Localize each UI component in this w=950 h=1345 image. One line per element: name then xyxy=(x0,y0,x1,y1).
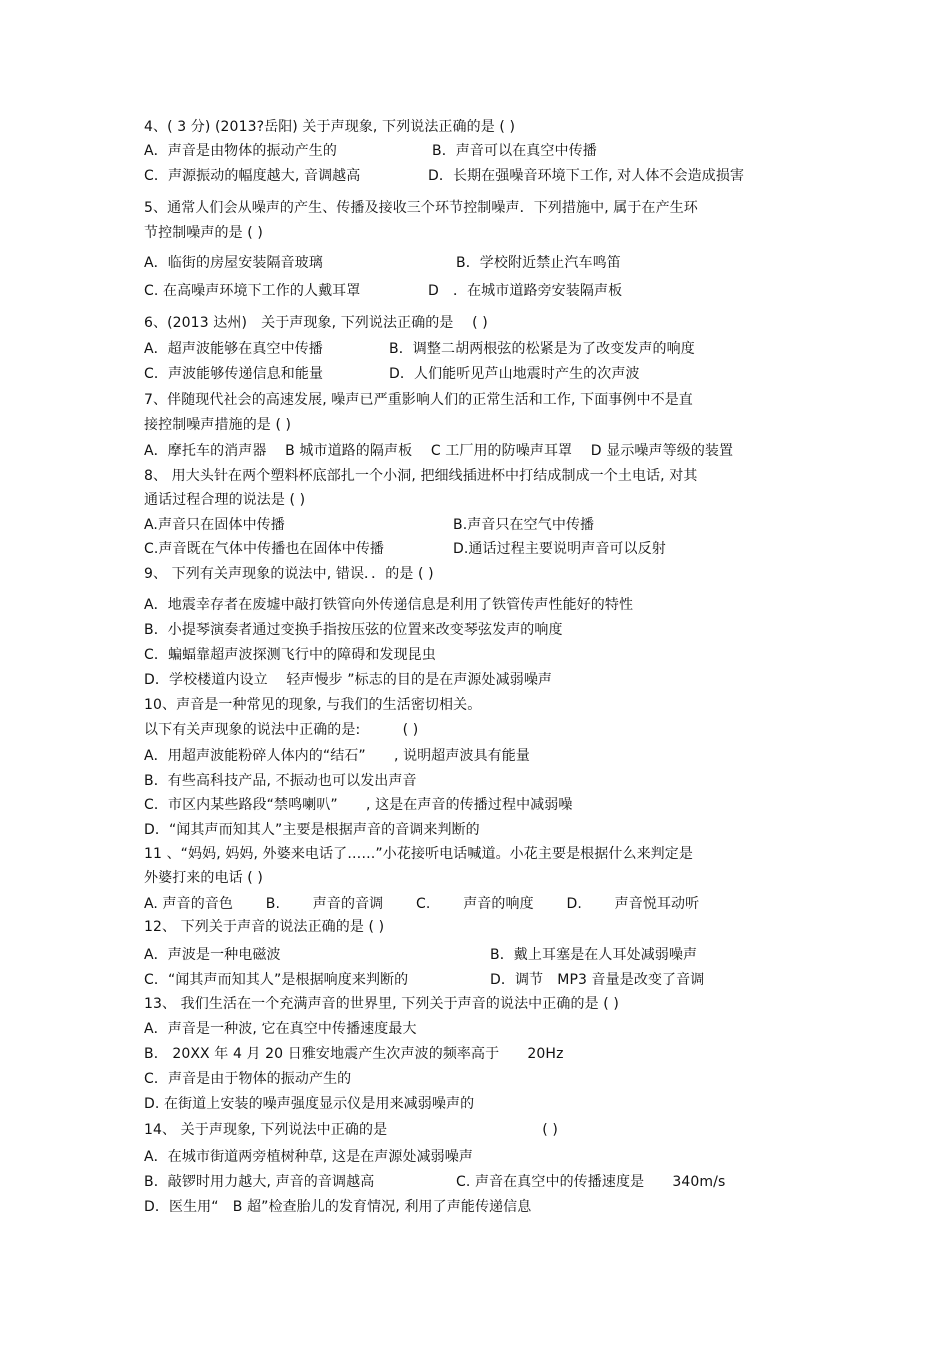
text-line: C．“闻其声而知其人”是根据响度来判断的 xyxy=(144,972,409,988)
text-line: 8、 用大头针在两个塑料杯底部扎一个小洞, 把细线插进杯中打结成制成一个土电话, 对其 xyxy=(144,468,698,484)
text-line: 11 、“妈妈, 妈妈, 外婆来电话了……”小花接听电话喊道。小花主要是根据什么来判定是 xyxy=(144,846,693,862)
text-line: A．临街的房屋安装隔音玻璃 xyxy=(144,255,323,271)
text-line: 5、通常人们会从噪声的产生、传播及接收三个环节控制噪声．下列措施中, 属于在产生环 xyxy=(144,200,698,216)
text-line: A．摩托车的消声器 B 城市道路的隔声板 C 工厂用的防噪声耳罩 D 显示噪声等级的装置 xyxy=(144,443,734,459)
text-line-column2: B．声音可以在真空中传播 xyxy=(432,143,597,159)
text-line-column2: B．调整二胡两根弦的松紧是为了改变发声的响度 xyxy=(389,341,695,357)
text-line: 接控制噪声措施的是 ( ) xyxy=(144,417,292,433)
text-line: 12、 下列关于声音的说法正确的是 ( ) xyxy=(144,919,385,935)
text-line-column2: B．学校附近禁止汽车鸣笛 xyxy=(456,255,621,271)
text-line-column2: B．戴上耳塞是在人耳处减弱噪声 xyxy=(490,947,698,963)
text-line: 6、(2013 达州) 关于声现象, 下列说法正确的是 ( ) xyxy=(144,315,488,331)
text-line: A.声音只在固体中传播 xyxy=(144,517,285,533)
text-line: 外婆打来的电话 ( ) xyxy=(144,870,263,886)
text-line: C．蝙蝠靠超声波探测飞行中的障碍和发现昆虫 xyxy=(144,647,436,663)
text-line-column2: C. 声音在真空中的传播速度是 340m/s xyxy=(456,1174,726,1190)
text-line: C. 在高噪声环境下工作的人戴耳罩 xyxy=(144,283,361,299)
text-line: 14、 关于声现象, 下列说法中正确的是 ( ) xyxy=(144,1122,558,1138)
text-line-column2: D.通话过程主要说明声音可以反射 xyxy=(453,541,666,557)
text-line: 4、( 3 分) (2013?岳阳) 关于声现象, 下列说法正确的是 ( ) xyxy=(144,119,516,135)
text-line-column2: D．调节 MP3 音量是改变了音调 xyxy=(490,972,705,988)
text-line: A．用超声波能粉碎人体内的“结石” , 说明超声波具有能量 xyxy=(144,748,530,764)
text-line: A．地震幸存者在废墟中敲打铁管向外传递信息是利用了铁管传声性能好的特性 xyxy=(144,597,634,613)
text-line: 以下有关声现象的说法中正确的是: ( ) xyxy=(144,722,419,738)
text-line: 10、声音是一种常见的现象, 与我们的生活密切相关。 xyxy=(144,697,482,713)
text-line: A．在城市街道两旁植树种草, 这是在声源处减弱噪声 xyxy=(144,1149,473,1165)
text-line: D．“闻其声而知其人”主要是根据声音的音调来判断的 xyxy=(144,822,480,838)
text-line: C．声源振动的幅度越大, 音调越高 xyxy=(144,168,361,184)
text-line-column2: B.声音只在空气中传播 xyxy=(453,517,595,533)
text-line: C．声音是由于物体的振动产生的 xyxy=(144,1071,352,1087)
text-line: C．声波能够传递信息和能量 xyxy=(144,366,324,382)
text-line: B． 20XX 年 4 月 20 日雅安地震产生次声波的频率高于 20Hz xyxy=(144,1046,564,1062)
text-line-column2: D．人们能听见芦山地震时产生的次声波 xyxy=(389,366,640,382)
text-line: B．小提琴演奏者通过变换手指按压弦的位置来改变琴弦发声的响度 xyxy=(144,622,563,638)
text-line: A．声波是一种电磁波 xyxy=(144,947,281,963)
text-line: A．声音是由物体的振动产生的 xyxy=(144,143,337,159)
text-line: 13、 我们生活在一个充满声音的世界里, 下列关于声音的说法中正确的是 ( ) xyxy=(144,996,619,1012)
text-line: 7、伴随现代社会的高速发展, 噪声已严重影响人们的正常生活和工作, 下面事例中不是直 xyxy=(144,392,693,408)
text-line: D. 在街道上安装的噪声强度显示仪是用来减弱噪声的 xyxy=(144,1096,475,1112)
text-line: D．学校楼道内设立 轻声慢步 ”标志的目的是在声源处减弱噪声 xyxy=(144,672,553,688)
text-line: D．医生用“ B 超”检查胎儿的发育情况, 利用了声能传递信息 xyxy=(144,1199,532,1215)
text-line: A．超声波能够在真空中传播 xyxy=(144,341,323,357)
text-line-column2: D ．在城市道路旁安装隔声板 xyxy=(428,283,623,299)
text-line: B．有些高科技产品, 不振动也可以发出声音 xyxy=(144,773,417,789)
text-line: 节控制噪声的是 ( ) xyxy=(144,225,263,241)
text-line: 9、 下列有关声现象的说法中, 错误．．的是 ( ) xyxy=(144,566,434,582)
text-line: C.声音既在气体中传播也在固体中传播 xyxy=(144,541,385,557)
text-line: C．市区内某些路段“禁鸣喇叭” , 这是在声音的传播过程中减弱噪 xyxy=(144,797,573,813)
text-line: A. 声音的音色 B. 声音的音调 C. 声音的响度 D. 声音悦耳动听 xyxy=(144,896,700,912)
text-line: A．声音是一种波, 它在真空中传播速度最大 xyxy=(144,1021,417,1037)
text-line: B．敲锣时用力越大, 声音的音调越高 xyxy=(144,1174,375,1190)
text-line-column2: D．长期在强噪音环境下工作, 对人体不会造成损害 xyxy=(428,168,745,184)
text-line: 通话过程合理的说法是 ( ) xyxy=(144,492,306,508)
